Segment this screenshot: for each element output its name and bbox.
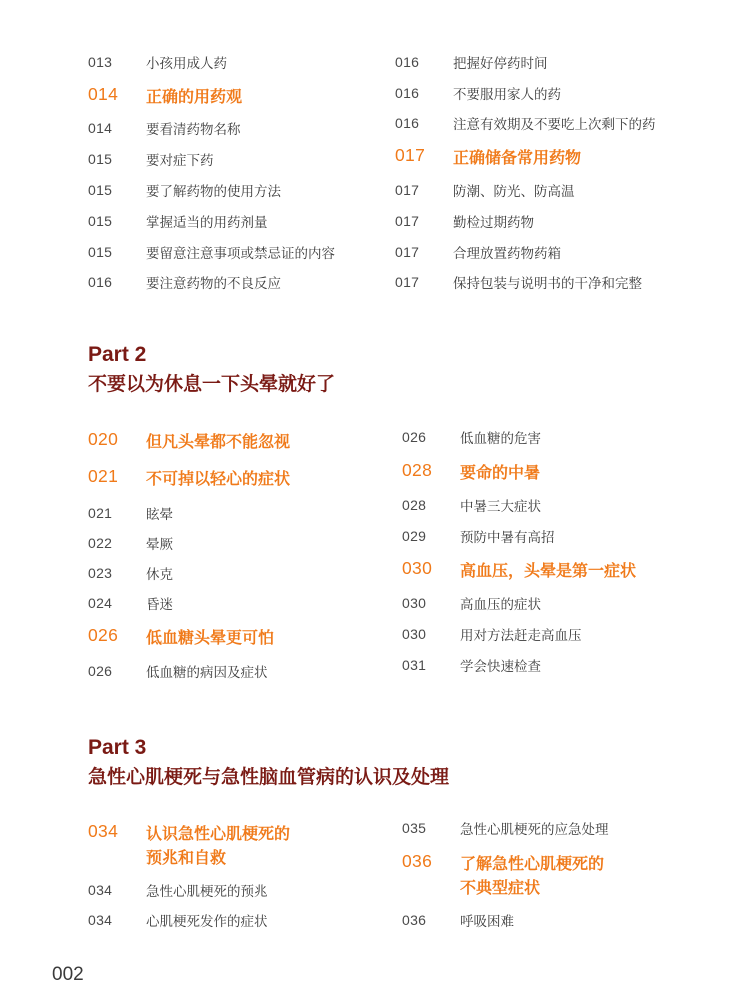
part2-heading [88,342,708,398]
toc-entry-title: 呼吸困难 [460,914,514,930]
toc-entry-title: 正确的用药观 [146,87,243,106]
toc-entry[interactable] [402,820,732,840]
toc-entry[interactable] [402,595,732,615]
toc-page-number: 015 [88,244,113,260]
toc-page-number: 021 [88,505,113,521]
toc-page-number: 016 [88,274,113,290]
toc-page-number: 017 [395,182,420,198]
toc-page-number: 023 [88,565,113,581]
page-number: 002 [52,964,84,985]
toc-entry-title: 要命的中暑 [460,463,541,482]
toc-page-number: 030 [402,558,433,578]
toc-page-number: 017 [395,244,420,260]
toc-page-number: 022 [88,535,113,551]
toc-page-number: 016 [395,85,420,101]
toc-entry-title: 要看清药物名称 [146,122,241,138]
toc-page-number: 021 [88,466,119,486]
toc-entry-title-line2: 不典型症状 [460,878,541,897]
toc-entry-title: 要注意药物的不良反应 [146,276,281,292]
toc-entry-title: 要留意注意事项或禁忌证的内容 [146,246,335,262]
toc-major-entry[interactable] [88,467,418,491]
toc-entry-title: 注意有效期及不要吃上次剩下的药 [453,117,656,133]
toc-entry-title: 急性心肌梗死的应急处理 [460,822,609,838]
toc-entry[interactable] [88,151,418,171]
toc-entry-title: 低血糖的危害 [460,431,541,447]
toc-entry-title: 学会快速检查 [460,659,541,675]
part-title: 急性心肌梗死与急性脑血管病的认识及处理 [88,766,450,788]
toc-page-number: 024 [88,595,113,611]
toc-page-number: 034 [88,821,119,841]
toc-entry-title: 要对症下药 [146,153,214,169]
toc-page-number: 013 [88,54,113,70]
toc-entry-title: 合理放置药物药箱 [453,246,561,262]
toc-entry[interactable] [88,505,418,525]
toc-entry[interactable] [88,120,418,140]
toc-entry[interactable] [88,882,418,902]
toc-entry[interactable] [402,497,732,517]
toc-entry[interactable] [395,85,725,105]
part-title: 不要以为休息一下头晕就好了 [88,373,336,395]
toc-page-number: 026 [88,663,113,679]
toc-entry[interactable] [402,429,732,449]
toc-entry-title: 中暑三大症状 [460,499,541,515]
toc-entry-title: 但凡头晕都不能忽视 [146,432,291,451]
toc-entry[interactable] [88,535,418,555]
toc-entry-title: 用对方法赶走高血压 [460,628,582,644]
toc-entry[interactable] [402,657,732,677]
toc-page-number: 029 [402,528,427,544]
toc-entry[interactable] [395,244,725,264]
toc-entry-title: 昏迷 [146,597,173,613]
toc-entry-title: 勤检过期药物 [453,215,534,231]
toc-entry-title-line1: 了解急性心肌梗死的 [460,854,605,873]
toc-entry[interactable] [395,274,725,294]
toc-major-entry[interactable] [402,461,732,485]
toc-major-entry[interactable] [402,559,732,583]
toc-page-number: 016 [395,115,420,131]
toc-entry-title: 眩晕 [146,507,173,523]
toc-entry-title: 高血压，头晕是第一症状 [460,561,637,580]
toc-page-number: 017 [395,274,420,290]
toc-page-number: 015 [88,182,113,198]
toc-entry-title: 预防中暑有高招 [460,530,555,546]
toc-entry-title: 不要服用家人的药 [453,87,561,103]
toc-page-number: 034 [88,882,113,898]
toc-entry[interactable] [88,244,418,264]
toc-page-number: 014 [88,84,119,104]
toc-entry[interactable] [88,54,418,74]
toc-page-number: 028 [402,460,433,480]
toc-entry-title: 休克 [146,567,173,583]
toc-page-number: 030 [402,595,427,611]
toc-entry-title: 防潮、防光、防高温 [453,184,575,200]
toc-entry[interactable] [88,213,418,233]
toc-entry-title: 高血压的症状 [460,597,541,613]
toc-entry[interactable] [402,912,732,932]
toc-entry-title: 正确储备常用药物 [453,148,582,167]
toc-page-number: 030 [402,626,427,642]
toc-entry[interactable] [88,565,418,585]
toc-entry-title: 保持包装与说明书的干净和完整 [453,276,642,292]
toc-entry-title: 心肌梗死发作的症状 [146,914,268,930]
toc-page-number: 036 [402,912,427,928]
toc-major-entry[interactable] [88,822,418,870]
toc-page-number: 015 [88,213,113,229]
toc-entry-title: 急性心肌梗死的预兆 [146,884,268,900]
toc-major-entry[interactable] [395,146,725,170]
toc-entry[interactable] [402,626,732,646]
toc-entry-title: 晕厥 [146,537,173,553]
toc-entry-title-line1: 认识急性心肌梗死的 [146,824,291,843]
toc-entry[interactable] [88,182,418,202]
toc-page-number: 036 [402,851,433,871]
toc-entry-title: 要了解药物的使用方法 [146,184,281,200]
toc-page-number: 020 [88,429,119,449]
toc-entry-title: 不可掉以轻心的症状 [146,469,291,488]
toc-page-number: 016 [395,54,420,70]
toc-entry[interactable] [402,528,732,548]
part-label: Part 2 [88,343,147,366]
toc-entry[interactable] [395,213,725,233]
toc-major-entry[interactable] [88,626,418,650]
toc-major-entry[interactable] [88,85,418,109]
toc-entry-title-line2: 预兆和自救 [146,848,227,867]
toc-page-number: 026 [88,625,119,645]
toc-entry[interactable] [88,274,418,294]
toc-page-number: 034 [88,912,113,928]
toc-page-number: 015 [88,151,113,167]
part3-heading [88,735,708,791]
toc-page-number: 026 [402,429,427,445]
toc-page-number: 031 [402,657,427,673]
toc-entry-title: 小孩用成人药 [146,56,227,72]
toc-entry-title: 掌握适当的用药剂量 [146,215,268,231]
toc-entry-title: 低血糖的病因及症状 [146,665,268,681]
toc-page-number: 017 [395,213,420,229]
toc-major-entry[interactable] [88,430,418,454]
toc-major-entry[interactable] [402,852,732,900]
toc-entry[interactable] [88,663,418,683]
toc-page-number: 028 [402,497,427,513]
toc-entry[interactable] [395,182,725,202]
toc-entry[interactable] [395,115,725,135]
toc-entry[interactable] [88,595,418,615]
part-label: Part 3 [88,736,147,759]
toc-page-number: 014 [88,120,113,136]
toc-entry-title: 把握好停药时间 [453,56,548,72]
toc-entry-title: 低血糖头晕更可怕 [146,628,275,647]
toc-page-number: 017 [395,145,426,165]
toc-entry[interactable] [395,54,725,74]
toc-page-number: 035 [402,820,427,836]
toc-entry[interactable] [88,912,418,932]
